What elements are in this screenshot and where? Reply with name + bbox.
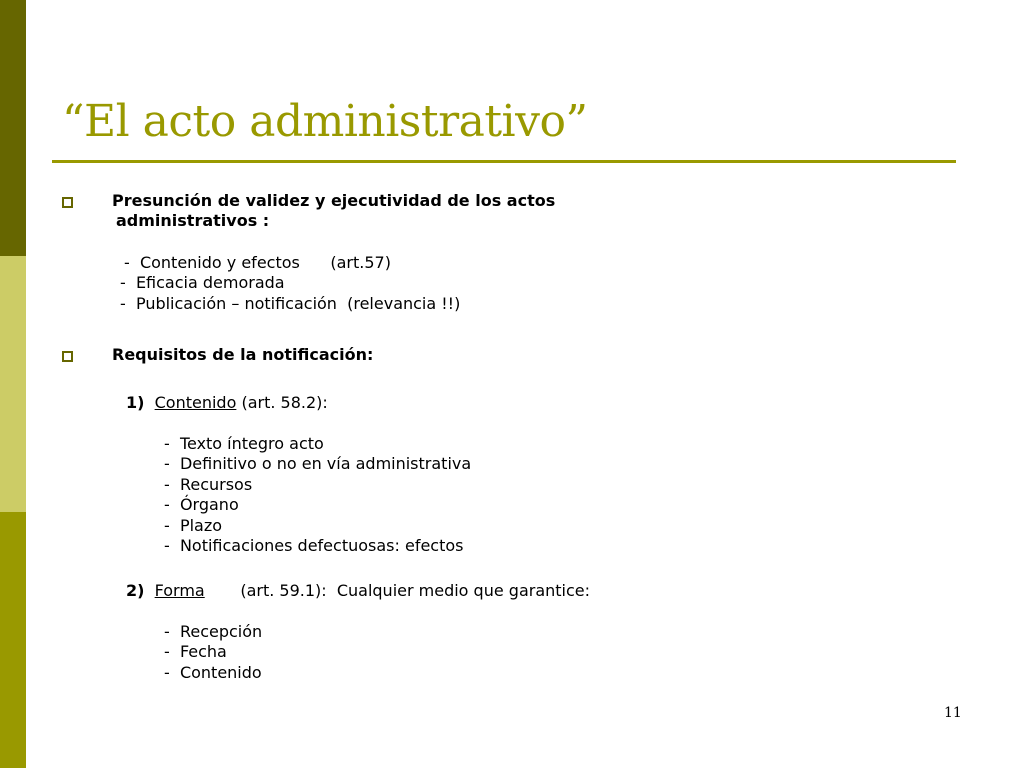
section1-item: - Eficacia demorada	[120, 273, 285, 292]
section2-heading: Requisitos de la notificación:	[112, 345, 374, 364]
requirement-1-item: - Plazo	[164, 516, 223, 535]
square-bullet-icon	[62, 197, 73, 208]
decor-bar-middle	[0, 256, 26, 512]
decor-bar-bottom	[0, 512, 26, 768]
title-divider	[52, 160, 956, 163]
requirement-1-item: - Definitivo o no en vía administrativa	[164, 454, 472, 473]
requirement-1-item: - Recursos	[164, 475, 253, 494]
requirement-2-ref: (art. 59.1): Cualquier medio que garantice:	[204, 581, 591, 600]
requirement-2-item: - Contenido	[164, 663, 262, 682]
section1-heading-line1: Presunción de validez y ejecutividad de los actos	[112, 191, 556, 210]
decor-bar-top	[0, 0, 26, 256]
requirement-2-item: - Fecha	[164, 642, 227, 661]
section1-item: - Contenido y efectos (art.57)	[124, 253, 391, 272]
page-number: 11	[944, 705, 962, 721]
requirement-2	[126, 581, 590, 601]
requirement-1-number: 1)	[126, 393, 145, 412]
requirement-2-number: 2)	[126, 581, 145, 600]
requirement-1-item: - Órgano	[164, 495, 239, 514]
requirement-2-item: - Recepción	[164, 622, 263, 641]
section1-heading-line2: administrativos :	[116, 211, 270, 230]
requirement-1-item: - Notificaciones defectuosas: efectos	[164, 536, 464, 555]
section1-item: - Publicación – notificación (relevancia !!)	[120, 294, 461, 313]
requirement-1-item: - Texto íntegro acto	[164, 434, 324, 453]
requirement-1	[126, 393, 328, 413]
requirement-1-name: Contenido	[154, 393, 237, 412]
requirement-2-name: Forma	[154, 581, 205, 600]
square-bullet-icon	[62, 351, 73, 362]
requirement-1-ref: (art. 58.2):	[236, 393, 328, 412]
slide-title: “El acto administrativo”	[62, 96, 588, 147]
